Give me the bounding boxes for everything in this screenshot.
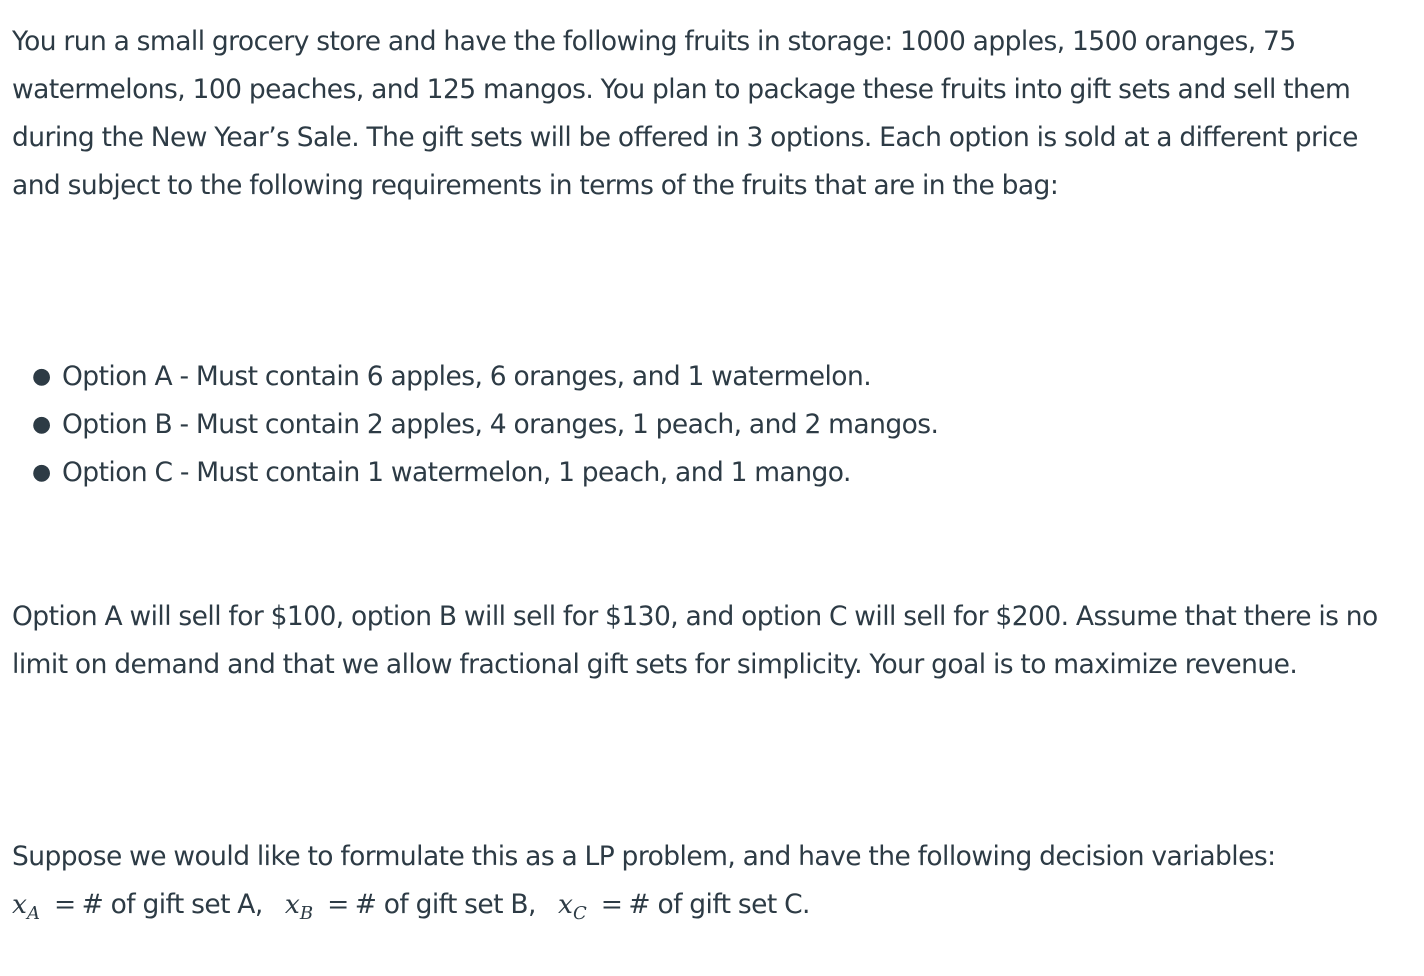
option-a-text: Option A - Must contain 6 apples, 6 oranges, and 1 watermelon. xyxy=(62,361,872,392)
list-item xyxy=(12,401,938,449)
variable-definition-b: $x_B$ = # of gift set B, xyxy=(284,889,536,924)
variable-symbol: $x_C$ xyxy=(558,889,587,924)
bullet-icon: ● xyxy=(32,460,51,485)
list-item xyxy=(12,353,938,401)
pricing-paragraph: Option A will sell for $100, option B will sell for $130, and option C will sell for $200. Assume that there is no limit on demand and that we allow fractional gift sets for simplicity. Your goal is to maximize revenue. xyxy=(12,601,1378,680)
option-b-text: Option B - Must contain 2 apples, 4 oranges, 1 peach, and 2 mangos. xyxy=(62,409,939,440)
variable-symbol: $x_B$ xyxy=(284,889,314,924)
intro-paragraph: You run a small grocery store and have the following fruits in storage: 1000 apples, 1500 oranges, 75 watermelons, 100 peaches, and 125 mangos. You plan to package these fruits into gift sets and sell them during the New Year’s Sale. The gift sets will be offered in 3 options. Each option is sold at a different price and subject to the following requirements in terms of the fruits that are in the bag: xyxy=(12,26,1358,201)
bullet-icon: ● xyxy=(32,364,51,389)
formulation-paragraph xyxy=(12,833,1412,929)
option-c-text: Option C - Must contain 1 watermelon, 1 peach, and 1 mango. xyxy=(62,457,851,488)
formulation-text: Suppose we would like to formulate this as a LP problem, and have the following decision variables: xyxy=(12,841,1276,872)
bullet-icon: ● xyxy=(32,412,51,437)
list-item xyxy=(12,449,938,497)
options-list xyxy=(12,353,938,497)
variable-definition-c: $x_C$ = # of gift set C. xyxy=(558,889,810,924)
variable-symbol: $x_A$ xyxy=(12,889,40,924)
variable-definition-a: $x_A$ = # of gift set A, xyxy=(12,889,263,924)
